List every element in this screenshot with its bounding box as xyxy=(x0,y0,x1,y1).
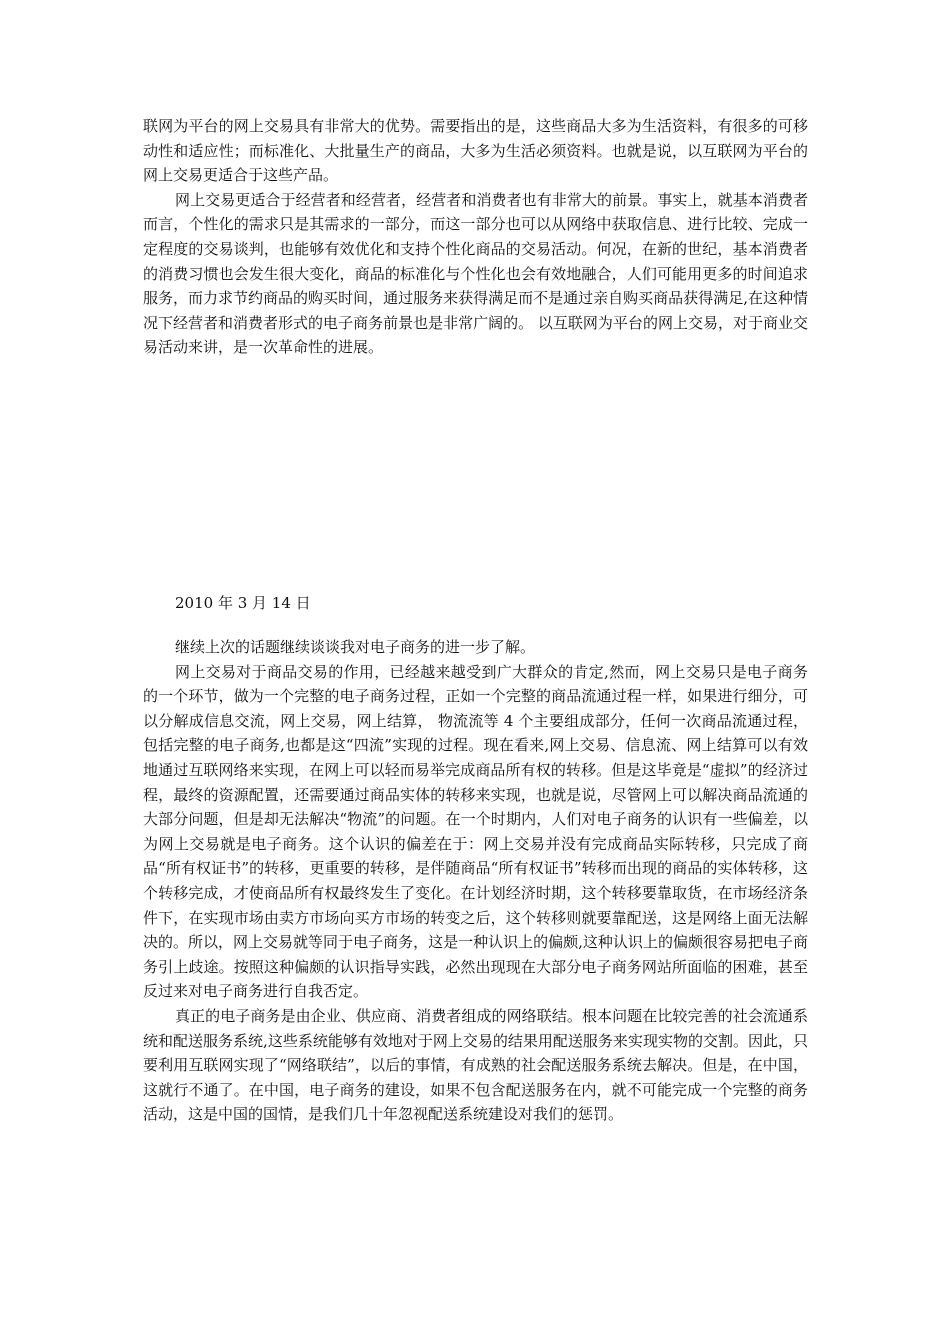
text-section-top xyxy=(143,114,808,360)
diary-date: 2010 年 3 月 14 日 xyxy=(175,594,311,612)
paragraph: 联网为平台的网上交易具有非常大的优势。需要指出的是，这些商品大多为生活资料，有很多的可移动性和适应性；而标准化、大批量生产的商品，大多为生活必须资料。也就是说，以互联网为平台的网上交易更适合于这些产品。 xyxy=(143,117,808,185)
paragraph: 继续上次的话题继续谈谈我对电子商务的进一步了解。 xyxy=(175,638,536,656)
paragraph: 真正的电子商务是由企业、供应商、消费者组成的网络联结。根本问题在比较完善的社会流通系统和配送服务系统,这些系统能够有效地对于网上交易的结果用配送服务来实现实物的交割。因此，只要利用互联网实现了“网络联结”，以后的事情，有成熟的社会配送服务系统去解决。但是，在中国，这就行不通了。在中国，电子商务的建设，如果不包含配送服务在内，就不可能完成一个完整的商务活动，这是中国的国情，是我们几十年忽视配送系统建设对我们的惩罚。 xyxy=(143,1006,808,1124)
paragraph: 网上交易更适合于经营者和经营者，经营者和消费者也有非常大的前景。事实上，就基本消费者而言，个性化的需求只是其需求的一部分，而这一部分也可以从网络中获取信息、进行比较、完成一定程度的交易谈判，也能够有效优化和支持个性化商品的交易活动。何况，在新的世纪，基本消费者的消费习惯也会发生很大变化，商品的标准化与个性化也会有效地融合，人们可能用更多的时间追求服务，而力求节约商品的购买时间，通过服务来获得满足而不是通过亲自购买商品获得满足,在这种情况下经营者和消费者形式的电子商务前景也是非常广阔的。 以互联网为平台的网上交易，对于商业交易活动来讲，是一次革命性的进展。 xyxy=(143,190,808,357)
paragraph: 网上交易对于商品交易的作用，已经越来越受到广大群众的肯定,然而，网上交易只是电子商务的一个环节，做为一个完整的电子商务过程，正如一个完整的商品流通过程一样，如果进行细分，可以分解成信息交流，网上交易，网上结算， 物流流等 4 个主要组成部分，任何一次商品流通过程，包括完整的电子商务,也都是这“四流”实现的过程。现在看来,网上交易、信息流、网上结算可以有效地通过互联网络来实现，在网上可以轻而易举完成商品所有权的转移。但是这毕竟是“虚拟”的经济过程，最终的资源配置，还需要通过商品实体的转移来实现，也就是说，尽管网上可以解决商品流通的大部分问题，但是却无法解决“物流”的问题。在一个时期内，人们对电子商务的认识有一些偏差，以为网上交易就是电子商务。这个认识的偏差在于：网上交易并没有完成商品实际转移，只完成了商品“所有权证书”的转移，更重要的转移，是伴随商品“所有权证书”转移而出现的商品的实体转移，这个转移完成，才使商品所有权最终发生了变化。在计划经济时期，这个转移要靠取货，在市场经济条件下，在实现市场由卖方市场向买方市场的转变之后，这个转移则就要靠配送，这是网络上面无法解决的。所以，网上交易就等同于电子商务，这是一种认识上的偏颇,这种认识上的偏颇很容易把电子商务引上歧途。按照这种偏颇的认识指导实践，必然出现现在大部分电子商务网站所面临的困难，甚至反过来对电子商务进行自我否定。 xyxy=(143,662,808,1001)
diary-date-section xyxy=(143,591,808,616)
text-section-bottom xyxy=(143,635,808,1127)
